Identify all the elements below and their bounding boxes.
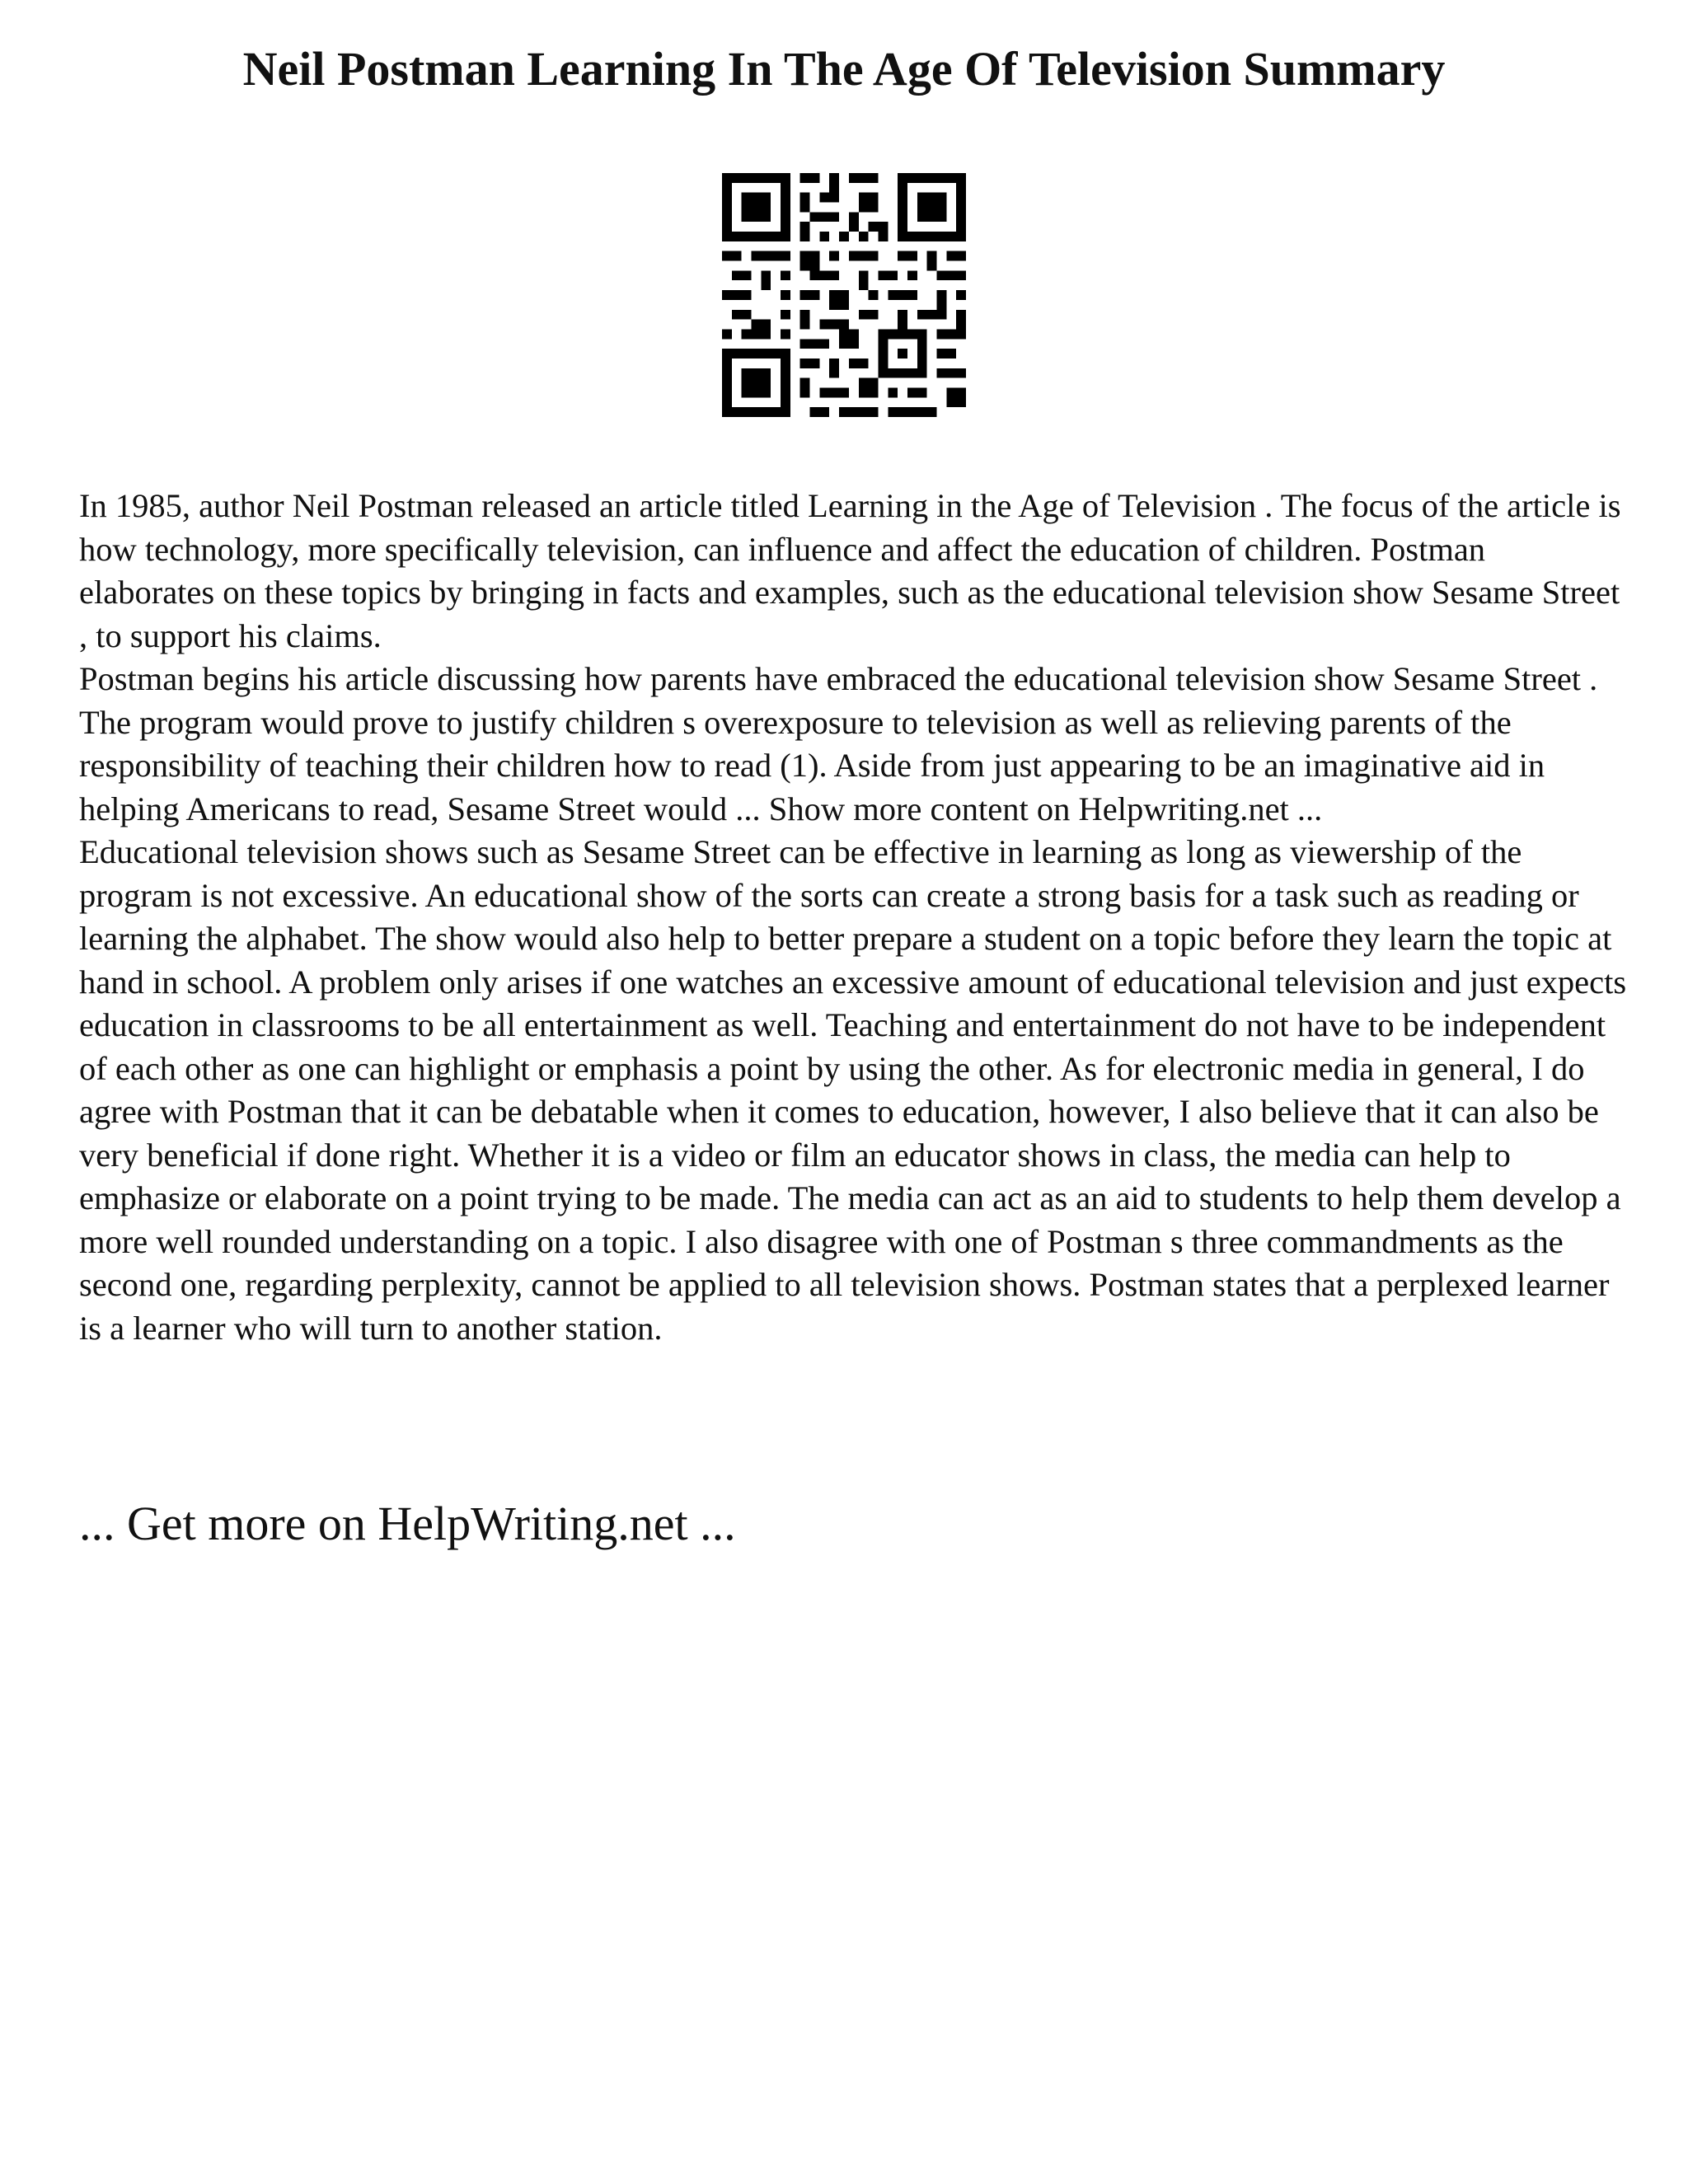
page-title: Neil Postman Learning In The Age Of Television Summary: [242, 42, 1446, 96]
paragraph-summary: Postman begins his article discussing how parents have embraced the educational television show Sesame Street . The program would prove to justify children s overexposure to television as well as relieving parents of the responsibility of teaching their children how to read (1). Aside from just appearing to be an imaginative aid in helping Americans to read, Sesame Street would ... Show more content on Helpwriting.net ...: [79, 660, 1598, 827]
qr-code-icon: [722, 173, 966, 417]
get-more-link[interactable]: ... Get more on HelpWriting.net ...: [79, 1497, 736, 1550]
paragraph-opinion: Educational television shows such as Sesame Street can be effective in learning as long as viewership of the program is not excessive. An educational show of the sorts can create a strong basis for a task such as reading or learning the alphabet. The show would also help to better prepare a student on a topic before they learn the topic at hand in school. A problem only arises if one watches an excessive amount of educational television and just expects education in classrooms to be all entertainment as well. Teaching and entertainment do not have to be independent of each other as one can highlight or emphasis a point by using the other. As for electronic media in general, I do agree with Postman that it can be debatable when it comes to education, however, I also believe that it can also be very beneficial if done right. Whether it is a video or film an educator shows in class, the media can help to emphasize or elaborate on a point trying to be made. The media can act as an aid to students to help them develop a more well rounded understanding on a topic. I also disagree with one of Postman s three commandments as the second one, regarding perplexity, cannot be applied to all television shows. Postman states that a perplexed learner is a learner who will turn to another station.: [79, 833, 1627, 1347]
paragraph-intro: In 1985, author Neil Postman released an article titled Learning in the Age of Television . The focus of the article is how technology, more specifically television, can influence and affect the education of children. Postman elaborates on these topics by bringing in facts and examples, such as the educational television show Sesame Street , to support his claims.: [79, 487, 1621, 654]
article-body: [79, 485, 1629, 1350]
